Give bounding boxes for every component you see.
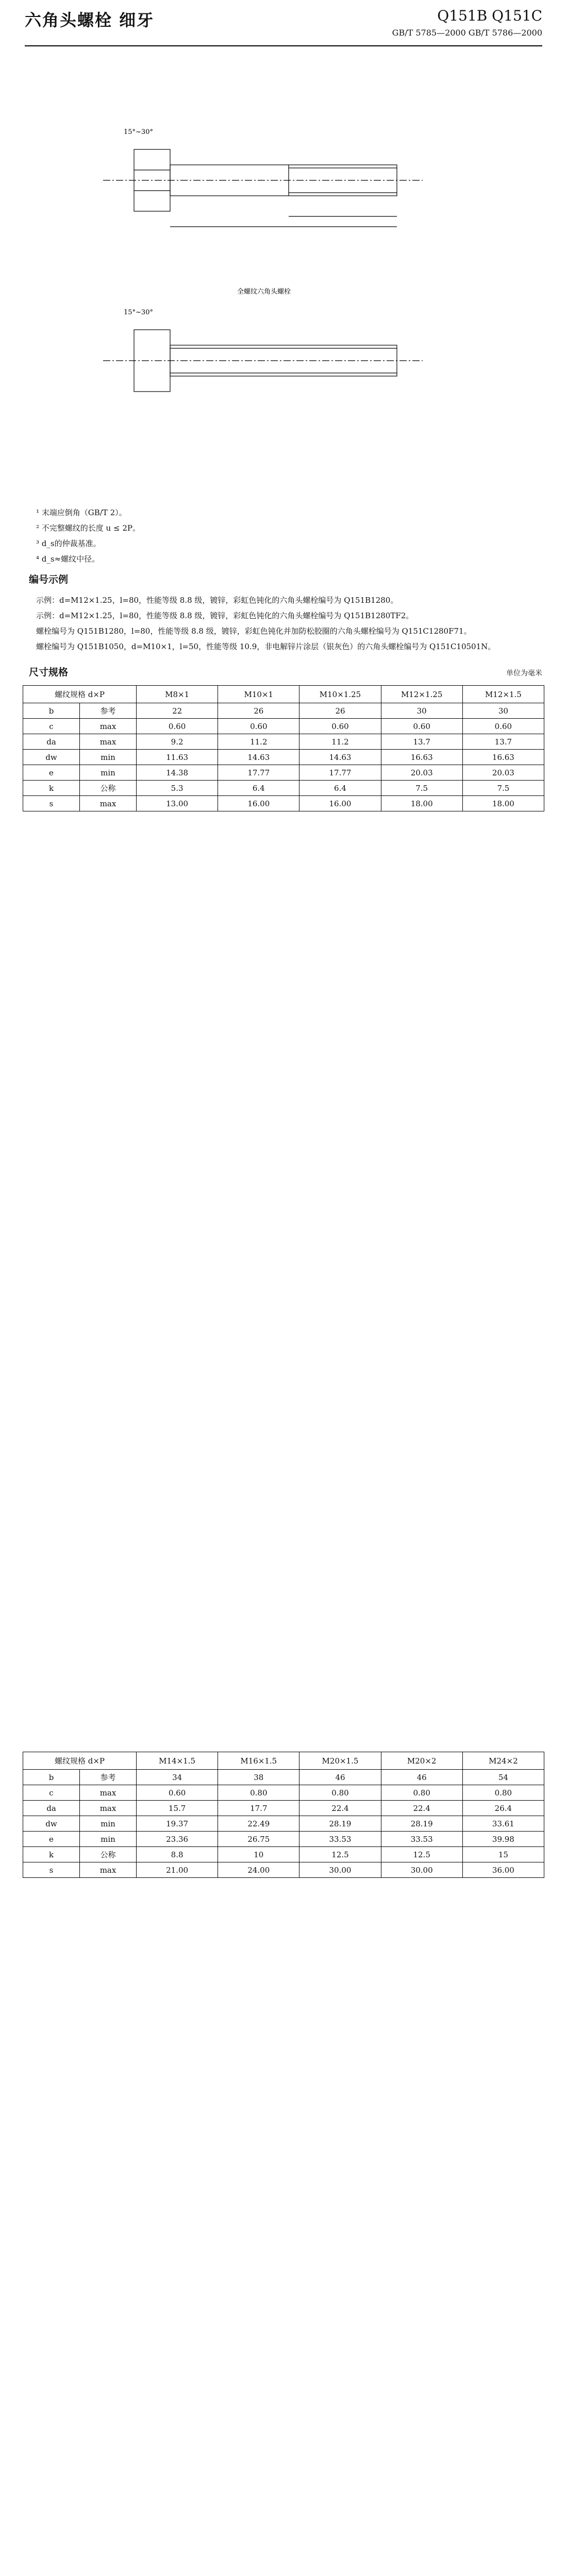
column-header: M20×2 — [381, 1752, 462, 1770]
column-header: M24×2 — [462, 1752, 544, 1770]
marking-examples — [36, 592, 531, 654]
column-header: M8×1 — [137, 686, 218, 703]
standard-reference: GB/T 5785—2000 GB/T 5786—2000 — [392, 28, 542, 38]
page-header — [25, 0, 542, 46]
table-row: b 参考 22 26 26 30 30 — [23, 703, 544, 719]
column-header: M12×1.5 — [462, 686, 544, 703]
figure-caption: 全螺纹六角头螺栓 — [237, 288, 291, 296]
column-header: M14×1.5 — [137, 1752, 218, 1770]
table-row: da max 15.7 17.7 22.4 22.4 26.4 — [23, 1801, 544, 1816]
column-header: M10×1.25 — [299, 686, 381, 703]
bolt-drawing-full-thread — [93, 252, 464, 489]
thread-label: 螺纹规格 d×P — [23, 1752, 137, 1770]
table-row: k 公称 5.3 6.4 6.4 7.5 7.5 — [23, 781, 544, 796]
figure-notes — [36, 505, 140, 567]
thread-label: 螺纹规格 d×P — [23, 686, 137, 703]
size-table-2 — [23, 1752, 544, 1878]
marking-line: 螺栓编号为 Q151B1050，d=M10×1，l=50，性能等级 10.9，非电解锌片涂层（银灰色）的六角头螺栓编号为 Q151C10501N。 — [36, 642, 496, 651]
column-header: M16×1.5 — [218, 1752, 299, 1770]
note-item: ⁴ d_s≈螺纹中径。 — [36, 554, 100, 564]
table-row: dw min 19.37 22.49 28.19 28.19 33.61 — [23, 1816, 544, 1832]
table-row: c max 0.60 0.80 0.80 0.80 0.80 — [23, 1785, 544, 1801]
note-item: ² 不完整螺纹的长度 u ≤ 2P。 — [36, 523, 140, 533]
column-header: M20×1.5 — [299, 1752, 381, 1770]
unit-label: 单位为毫米 — [506, 669, 542, 677]
table-row: da max 9.2 11.2 11.2 13.7 13.7 — [23, 734, 544, 750]
table-row: b 参考 34 38 46 46 54 — [23, 1770, 544, 1785]
table-row: s max 21.00 24.00 30.00 30.00 36.00 — [23, 1862, 544, 1878]
table-row: c max 0.60 0.60 0.60 0.60 0.60 — [23, 719, 544, 734]
size-table-1 — [23, 685, 544, 811]
marking-line: 示例：d=M12×1.25，l=80，性能等级 8.8 级，镀锌，彩虹色钝化的六角头螺栓编号为 Q151B1280TF2。 — [36, 611, 414, 620]
section-heading-sizes: 尺寸规格 — [29, 667, 69, 678]
note-item: ¹ 末端应倒角（GB/T 2）。 — [36, 508, 127, 517]
column-header: M12×1.25 — [381, 686, 462, 703]
section-heading-marking: 编号示例 — [29, 574, 69, 585]
part-code: Q151B Q151C — [437, 7, 542, 24]
page-title: 六角头螺栓 细牙 — [25, 10, 155, 30]
marking-line: 示例：d=M12×1.25，l=80，性能等级 8.8 级，镀锌，彩虹色钝化的六角头螺栓编号为 Q151B1280。 — [36, 596, 398, 605]
table-row: k 公称 8.8 10 12.5 12.5 15 — [23, 1847, 544, 1862]
table-row: e min 23.36 26.75 33.53 33.53 39.98 — [23, 1832, 544, 1847]
figure-label: 15°~30° — [124, 128, 153, 136]
table-row: e min 14.38 17.77 17.77 20.03 20.03 — [23, 765, 544, 781]
table-row: s max 13.00 16.00 16.00 18.00 18.00 — [23, 796, 544, 811]
marking-line: 螺栓编号为 Q151B1280，l=80，性能等级 8.8 级，镀锌，彩虹色钝化并加防松胶圈的六角头螺栓编号为 Q151C1280F71。 — [36, 626, 472, 636]
table-row: dw min 11.63 14.63 14.63 16.63 16.63 — [23, 750, 544, 765]
note-item: ³ d_s的仲裁基准。 — [36, 539, 101, 548]
figure-label: 15°~30° — [124, 309, 153, 316]
column-header: M10×1 — [218, 686, 299, 703]
